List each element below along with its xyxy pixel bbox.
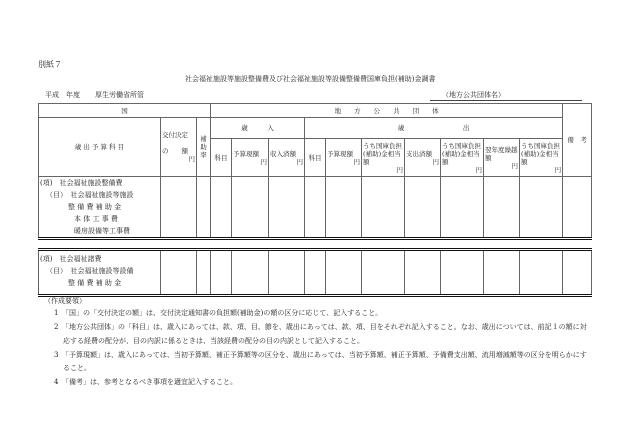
- header-national: 国: [39, 104, 211, 118]
- input-cell[interactable]: [305, 250, 326, 296]
- input-cell[interactable]: [211, 177, 232, 239]
- note-4: 4 「備考」は、参考となるべき事項を適宜記入すること。: [54, 378, 237, 386]
- header-exp-budget: 予算現額 円: [326, 139, 362, 177]
- input-cell[interactable]: [441, 250, 484, 296]
- input-cell[interactable]: [197, 177, 211, 239]
- document-title: 社会福祉施設等施設整備費及び社会福祉施設等設備整備費国庫負担(補助)金調書: [185, 75, 436, 83]
- header-rev-received: 収入済額 円: [269, 139, 305, 177]
- notes-title: （作成要領）: [44, 297, 86, 305]
- input-cell[interactable]: [305, 177, 326, 239]
- header-revenue: 歳 入: [211, 118, 305, 139]
- local-gov-name-field[interactable]: [430, 90, 582, 101]
- header-expenditure: 歳 出: [305, 118, 563, 139]
- header-rev-item: 科目: [211, 139, 232, 177]
- input-cell[interactable]: [405, 250, 441, 296]
- input-cell[interactable]: [326, 177, 362, 239]
- input-cell[interactable]: [520, 250, 563, 296]
- header-budget-item: 歳 出 予 算 科 目: [39, 118, 161, 177]
- header-grant-decision: 交付決定 の 額 円: [161, 118, 197, 177]
- note-2-cont: 応する経費の配分が、目の内訳に係るときは、当該経費の配分の目の内訳として記入すること。: [63, 337, 364, 345]
- header-exp-budget-national: うち国庫負担(補助)金相当額 円: [362, 139, 405, 177]
- input-cell[interactable]: [484, 250, 520, 296]
- input-cell[interactable]: [563, 177, 592, 239]
- input-cell[interactable]: [326, 250, 362, 296]
- header-carryover-national: うち国庫負担(補助)金相当額 円: [520, 139, 563, 177]
- budget-item-cell-1: (項) 社会福祉施設整備費 （目） 社会福祉施設等施設 整 備 費 補 助 金 本 体 工 事 費 暖房設備等工事費: [39, 177, 161, 239]
- input-cell[interactable]: [232, 250, 269, 296]
- input-cell[interactable]: [161, 177, 197, 239]
- budget-table-2: [38, 248, 592, 297]
- input-cell[interactable]: [563, 250, 592, 296]
- header-exp-paid-national: うち国庫負担(補助)金相当額 円: [441, 139, 484, 177]
- local-gov-name-label: （地方公共団体名）: [442, 91, 505, 99]
- input-cell[interactable]: [232, 177, 269, 239]
- header-carryover: 翌年度繰越額 円: [484, 139, 520, 177]
- header-rev-budget: 予算現額 円: [232, 139, 269, 177]
- note-3: 3 「予算現額」は、歳入にあっては、当初予算額、補正予算額等の区分を、歳出にあっては、当初予算額、補正予算額、予備費支出額、流用増減額等の区分を明らかにす: [54, 351, 587, 359]
- header-local-gov: 地 方 公 共 団 体: [211, 104, 563, 118]
- input-cell[interactable]: [362, 250, 405, 296]
- input-cell[interactable]: [405, 177, 441, 239]
- budget-table-1: [38, 103, 592, 240]
- input-cell[interactable]: [161, 250, 197, 296]
- note-1: 1 「国」の「交付決定の額」は、交付決定通知書の負担額(補助金)の額の区分に応じて、記入すること。: [54, 309, 383, 317]
- input-cell[interactable]: [211, 250, 232, 296]
- header-remarks: 備 考: [563, 104, 592, 177]
- input-cell[interactable]: [197, 250, 211, 296]
- note-3-cont: ること。: [63, 364, 91, 372]
- input-cell[interactable]: [362, 177, 405, 239]
- input-cell[interactable]: [269, 177, 305, 239]
- budget-item-cell-2: (項) 社会福祉諸費 （目） 社会福祉施設等設備 整 備 費 補 助 金: [39, 250, 161, 296]
- attachment-label: 別紙７: [38, 60, 62, 69]
- fiscal-year-label: 平成 年度: [45, 91, 80, 99]
- header-subsidy-rate: 補助率: [197, 118, 211, 177]
- input-cell[interactable]: [520, 177, 563, 239]
- header-exp-paid: 支出済額 円: [405, 139, 441, 177]
- input-cell[interactable]: [441, 177, 484, 239]
- note-2: 2 「地方公共団体」の「科目」は、歳入にあっては、款、項、目、節を、歳出にあっては、款、項、目をそれぞれ記入すること。なお、歳出については、前記１の額に対: [54, 323, 587, 331]
- input-cell[interactable]: [269, 250, 305, 296]
- input-cell[interactable]: [484, 177, 520, 239]
- ministry-label: 厚生労働省所管: [95, 91, 144, 99]
- header-exp-item: 科目: [305, 139, 326, 177]
